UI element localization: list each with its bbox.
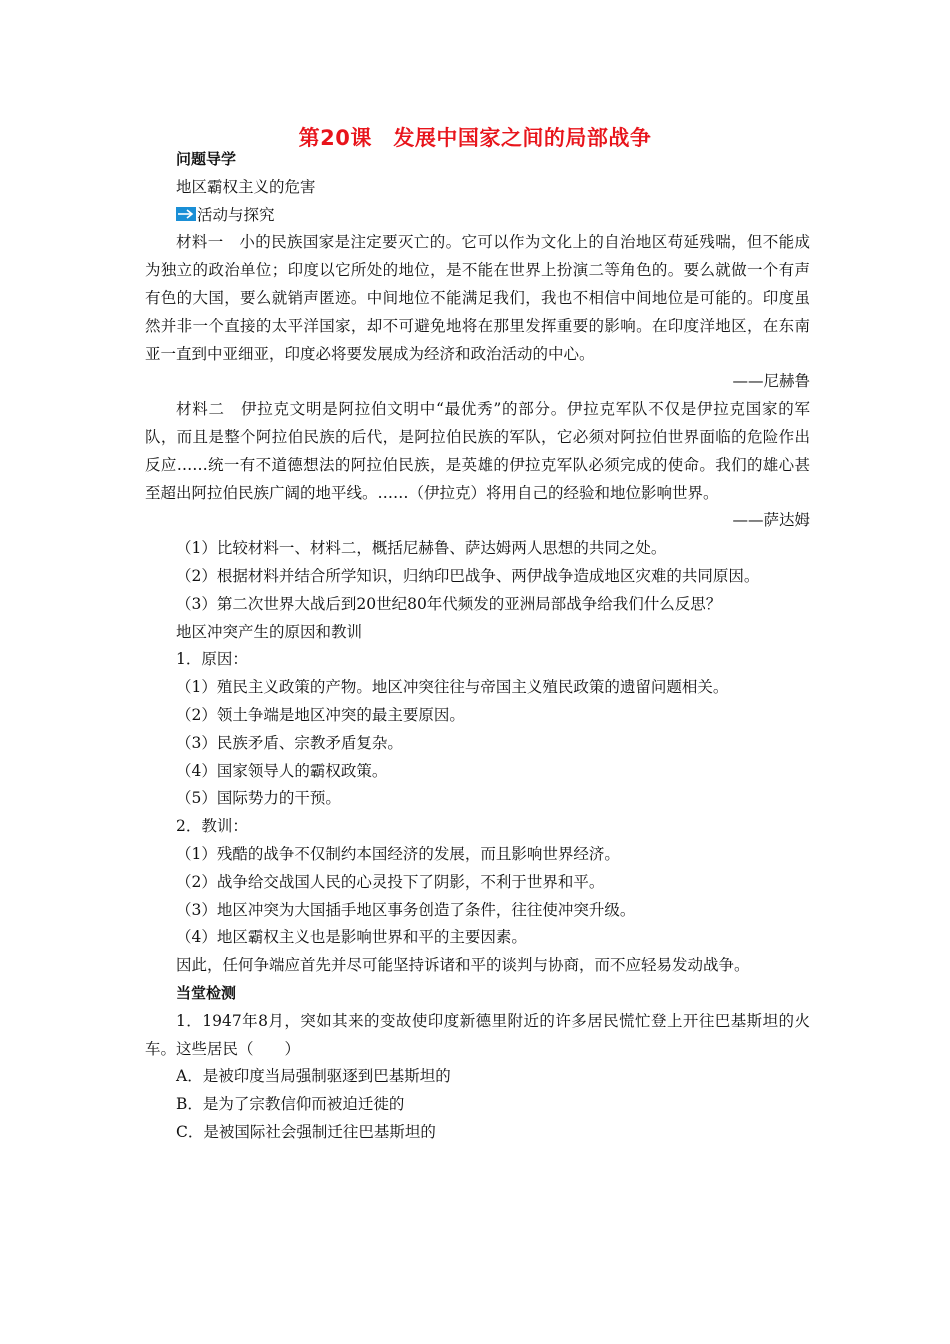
- quiz-option-c: C．是被国际社会强制迁往巴基斯坦的: [176, 1122, 436, 1141]
- cause-item: （1）殖民主义政策的产物。地区冲突往往与帝国主义殖民政策的遗留问题相关。: [176, 678, 729, 697]
- cause-item: （5）国际势力的干预。: [176, 789, 341, 808]
- activity-label-row: [145, 202, 810, 230]
- cause-item: （3）民族矛盾、宗教矛盾复杂。: [176, 733, 403, 752]
- document-body: [145, 146, 810, 1147]
- quiz-option-a: A．是被印度当局强制驱逐到巴基斯坦的: [176, 1067, 451, 1086]
- quiz-option-b: B．是为了宗教信仰而被迫迁徙的: [176, 1095, 405, 1114]
- material-two-text: 材料二 伊拉克文明是阿拉伯文明中“最优秀”的部分。伊拉克军队不仅是伊拉克国家的军队，而且是整个阿拉伯民族的后代，是阿拉伯民族的军队，它必须对阿拉伯世界面临的危险作出反应……统一有不道德想法的阿拉伯民族，是英雄的伊拉克军队必须完成的使命。我们的雄心甚至超出阿拉伯民族广阔的地平线。……（伊拉克）将用自己的经验和地位影响世界。: [145, 400, 810, 502]
- lesson-item: （1）残酷的战争不仅制约本国经济的发展，而且影响世界经济。: [176, 844, 620, 863]
- topic-heading-conflict-causes: 地区冲突产生的原因和教训: [176, 622, 363, 641]
- activity-label: 活动与探究: [197, 205, 275, 224]
- lesson-item: （2）战争给交战国人民的心灵投下了阴影，不利于世界和平。: [176, 872, 605, 891]
- material-two-attribution: ——萨达姆: [732, 511, 810, 530]
- page-title: 第20课 发展中国家之间的局部战争: [298, 126, 652, 150]
- question-item: （3）第二次世界大战后到20世纪80年代频发的亚洲局部战争给我们什么反思？: [176, 594, 722, 613]
- lesson-item: （3）地区冲突为大国插手地区事务创造了条件，往往使冲突升级。: [176, 900, 636, 919]
- material-one-attribution: ——尼赫鲁: [732, 372, 810, 391]
- question-item: （2）根据材料并结合所学知识，归纳印巴战争、两伊战争造成地区灾难的共同原因。: [176, 566, 760, 585]
- material-one-text: 材料一 小的民族国家是注定要灭亡的。它可以作为文化上的自治地区苟延残喘，但不能成为独立的政治单位；印度以它所处的地位，是不能在世界上扮演二等角色的。要么就做一个有声有色的大国，要么就销声匿迹。中间地位不能满足我们，我也不相信中间地位是可能的。印度虽然并非一个直接的太平洋国家，却不可避免地将在那里发挥重要的影响。在印度洋地区，在东南亚一直到中亚细亚，印度必将要发展成为经济和政治活动的中心。: [145, 233, 810, 363]
- topic-heading-hegemony: 地区霸权主义的危害: [176, 177, 316, 196]
- section-heading-in-class-test: 当堂检测: [176, 983, 237, 1002]
- section-heading-guided-study: 问题导学: [176, 150, 237, 168]
- lesson-item: （4）地区霸权主义也是影响世界和平的主要因素。: [176, 928, 527, 947]
- question-item: （1）比较材料一、材料二，概括尼赫鲁、萨达姆两人思想的共同之处。: [176, 539, 667, 558]
- causes-heading: 1．原因：: [176, 650, 248, 669]
- cause-item: （4）国家领导人的霸权政策。: [176, 761, 388, 780]
- lessons-heading: 2．教训：: [176, 817, 248, 836]
- arrow-icon: [176, 207, 196, 221]
- quiz-question-stem: 1．1947年8月，突如其来的变故使印度新德里附近的许多居民慌忙登上开往巴基斯坦的火车。这些居民（ ）: [145, 1011, 810, 1058]
- conclusion-text: 因此，任何争端应首先并尽可能坚持诉诸和平的谈判与协商，而不应轻易发动战争。: [176, 956, 750, 975]
- cause-item: （2）领土争端是地区冲突的最主要原因。: [176, 705, 465, 724]
